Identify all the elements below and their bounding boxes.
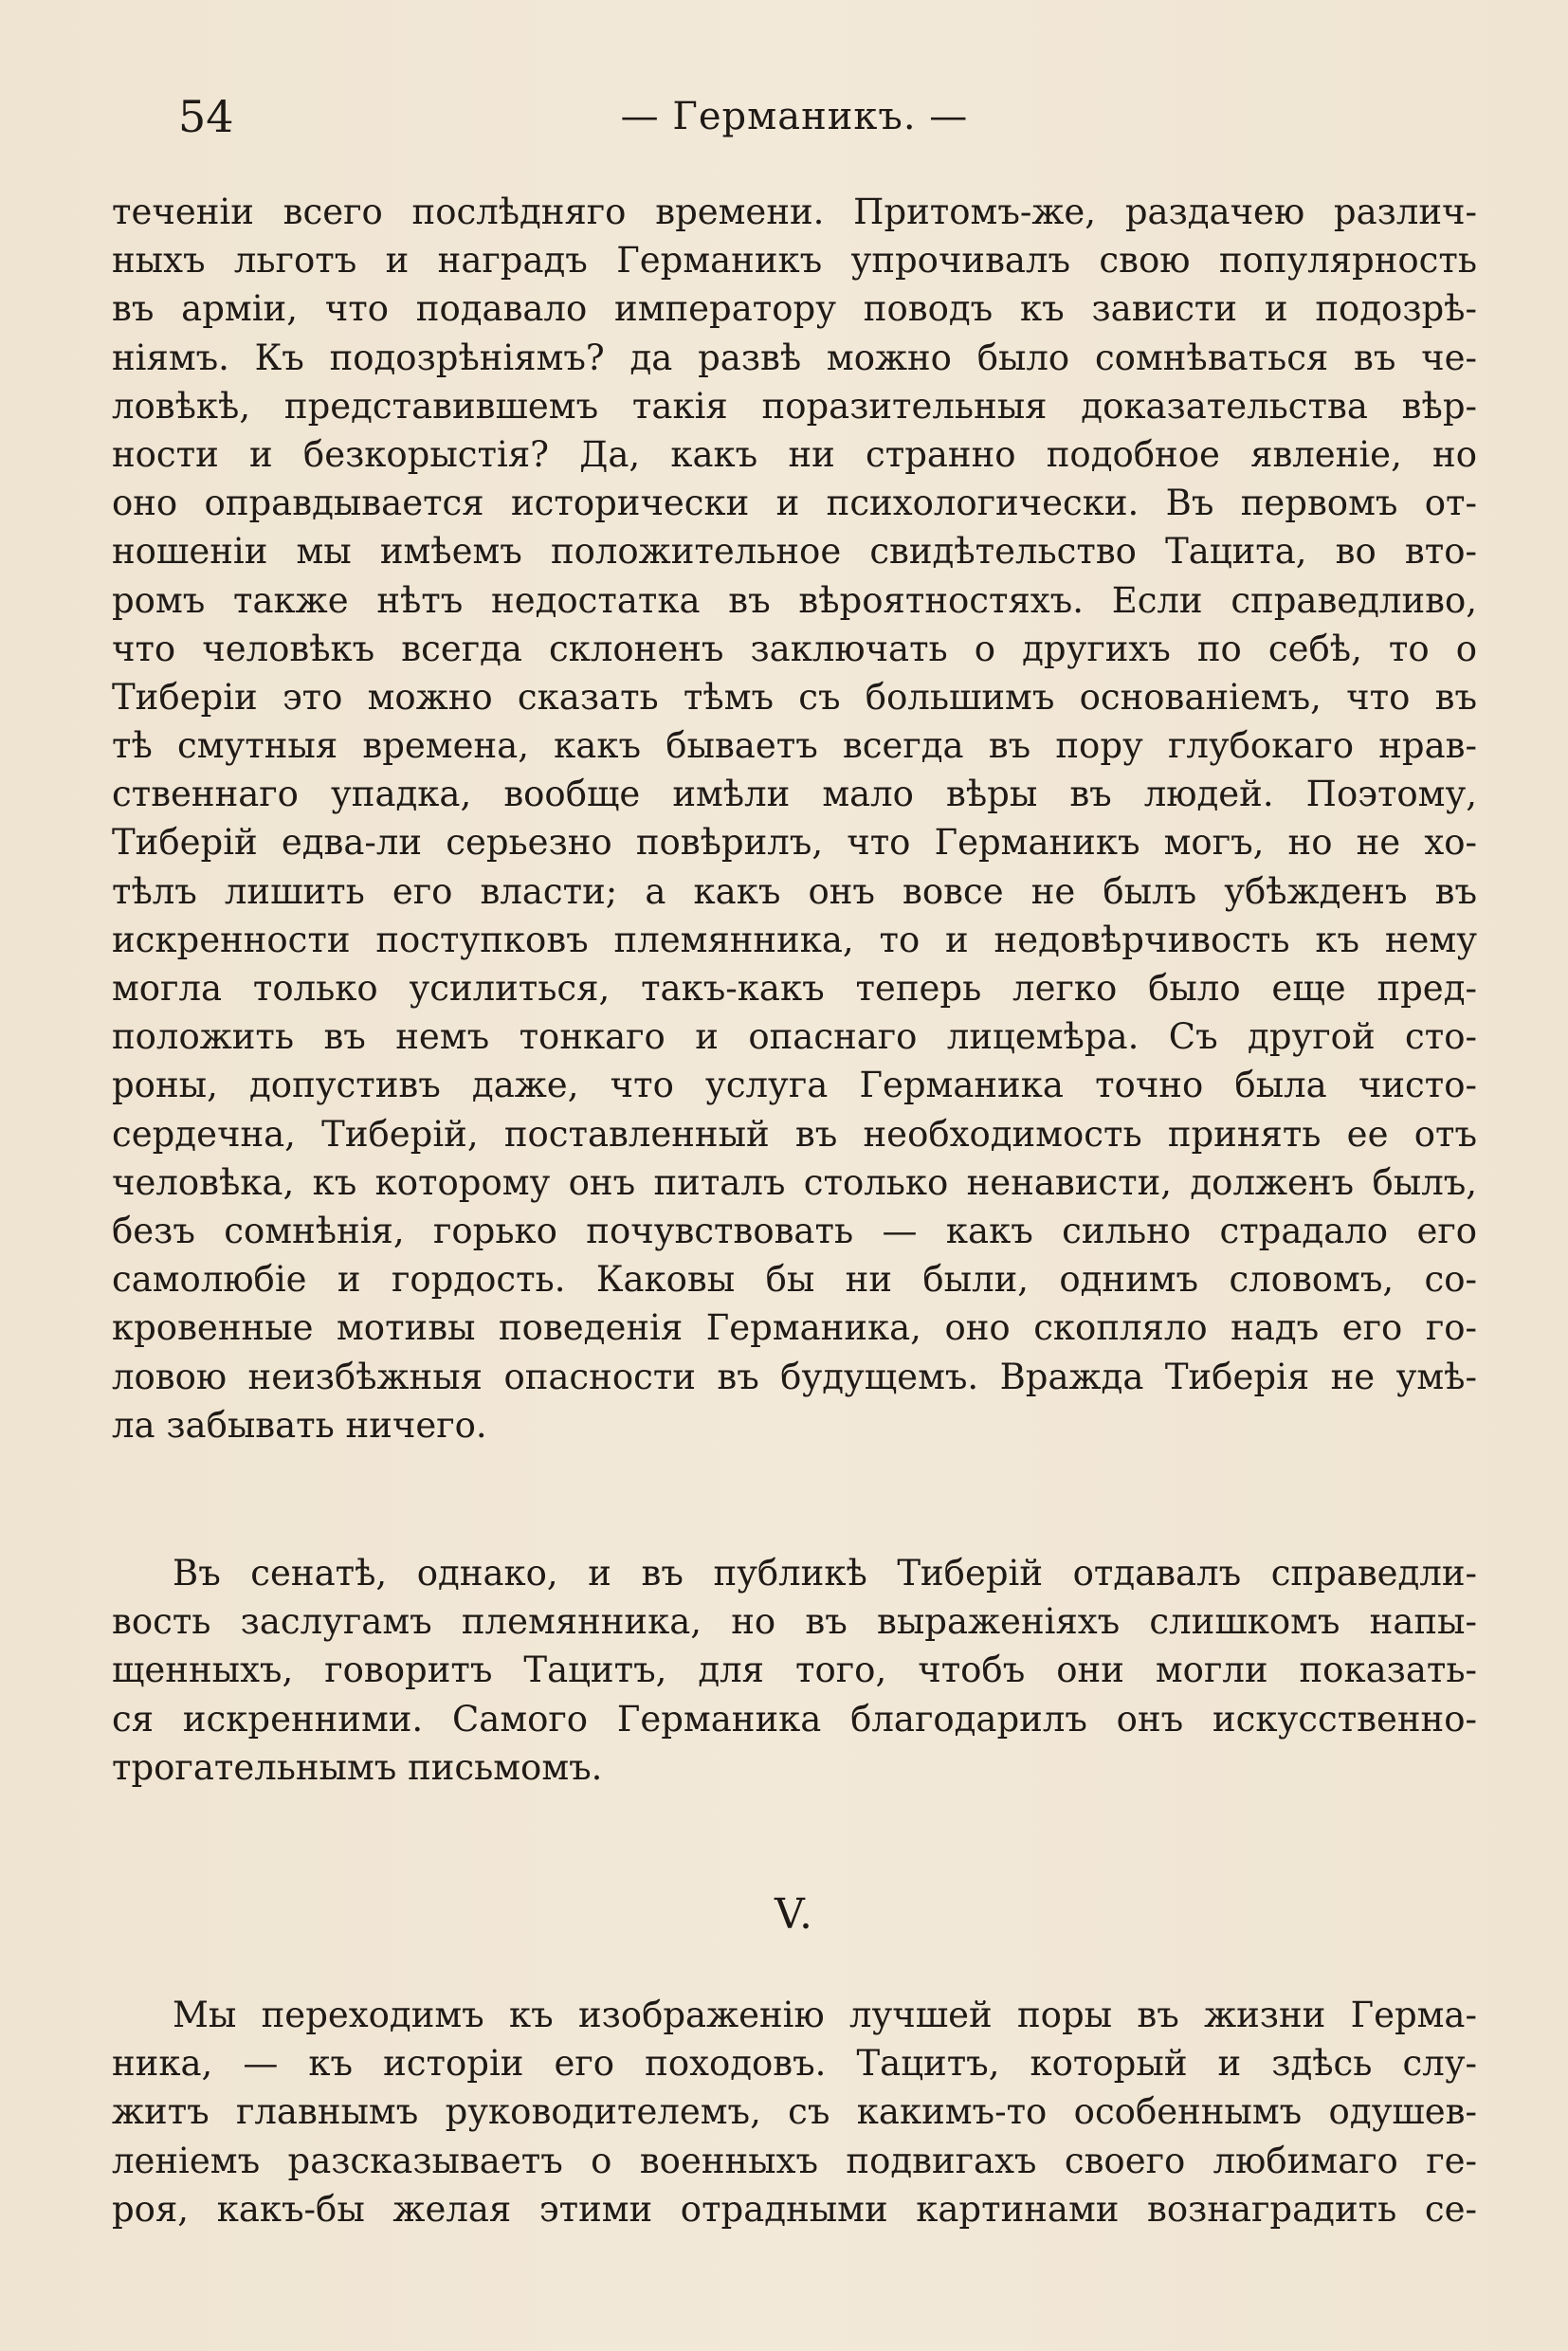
text-line: трогательнымъ письмомъ. xyxy=(112,1746,603,1788)
text-line: ромъ также нѣтъ недостатка въ вѣроятностяхъ. Если справедливо, xyxy=(112,579,1477,621)
text-line: тѣлъ лишить его власти; а какъ онъ вовсе не былъ убѣжденъ въ xyxy=(112,870,1477,912)
text-line: ношеніи мы имѣемъ положительное свидѣтельство Тацита, во вто- xyxy=(112,531,1477,573)
text-line: Въ сенатѣ, однако, и въ публикѣ Тиберій отдавалъ справедли- xyxy=(173,1553,1477,1594)
page-number: 54 xyxy=(178,91,234,142)
text-line: роны, допустивъ даже, что услуга Германика точно была чисто- xyxy=(112,1065,1477,1106)
text-line: ся искренними. Самого Германика благодарилъ онъ искусственно- xyxy=(112,1698,1477,1740)
text-line: ла забывать ничего. xyxy=(112,1404,487,1446)
text-line: Тиберіи это можно сказать тѣмъ съ большимъ основаніемъ, что въ xyxy=(112,676,1477,718)
text-line: самолюбіе и гордость. Каковы бы ни были, однимъ словомъ, со- xyxy=(112,1259,1477,1301)
text-line: ныхъ льготъ и наградъ Германикъ упрочивалъ свою популярность xyxy=(112,240,1477,282)
text-line: Мы переходимъ къ изображенію лучшей поры въ жизни Герма- xyxy=(173,1995,1477,2035)
text-line: ловою неизбѣжныя опасности въ будущемъ. Вражда Тиберія не умѣ- xyxy=(112,1356,1477,1397)
text-line: сердечна, Тиберій, поставленный въ необходимость принять ее отъ xyxy=(112,1113,1477,1155)
paragraph-2 xyxy=(112,1549,1477,1792)
text-line: леніемъ разсказываетъ о военныхъ подвигахъ своего любимаго ге- xyxy=(112,2140,1477,2181)
text-line: ственнаго упадка, вообще имѣли мало вѣры въ людей. Поэтому, xyxy=(112,774,1477,815)
page-header xyxy=(112,83,1477,150)
text-line: что человѣкъ всегда склоненъ заключать о другихъ по себѣ, то о xyxy=(112,628,1477,669)
text-line: тѣ смутныя времена, какъ бываетъ всегда въ пору глубокаго нрав- xyxy=(112,725,1477,767)
text-line: безъ сомнѣнія, горько почувствовать — какъ сильно страдало его xyxy=(112,1210,1477,1251)
text-line: теченіи всего послѣдняго времени. Притомъ-же, раздачею различ- xyxy=(112,191,1477,232)
text-line: ника, — къ исторіи его походовъ. Тацитъ, который и здѣсь слу- xyxy=(112,2043,1477,2085)
section-heading: V. xyxy=(774,1890,815,1939)
running-title: — Германикъ. — xyxy=(620,95,969,138)
text-line: искренности поступковъ племянника, то и недовѣрчивость къ нему xyxy=(112,919,1477,960)
text-line: ности и безкорыстія? Да, какъ ни странно подобное явленіе, но xyxy=(112,433,1477,475)
text-line: житъ главнымъ руководителемъ, съ какимъ-то особеннымъ одушев- xyxy=(112,2091,1477,2133)
text-line: ніямъ. Къ подозрѣніямъ? да развѣ можно было сомнѣваться въ че- xyxy=(112,337,1477,378)
text-line: оно оправдывается исторически и психологически. Въ первомъ от- xyxy=(112,483,1477,524)
paragraph-3 xyxy=(112,1991,1477,2233)
text-line: щенныхъ, говоритъ Тацитъ, для того, чтобъ они могли показать- xyxy=(112,1649,1477,1691)
text-line: человѣка, къ которому онъ питалъ столько ненависти, долженъ былъ, xyxy=(112,1161,1477,1203)
text-line: вость заслугамъ племянника, но въ выраженіяхъ слишкомъ напы- xyxy=(112,1601,1477,1643)
paragraph-1 xyxy=(112,188,1477,1449)
text-line: могла только усилиться, такъ-какъ теперь легко было еще пред- xyxy=(112,968,1477,1009)
text-line: роя, какъ-бы желая этими отрадными картинами вознаградить се- xyxy=(112,2188,1477,2230)
text-line: положить въ немъ тонкаго и опаснаго лицемѣра. Съ другой сто- xyxy=(112,1016,1477,1058)
text-line: ловѣкѣ, представившемъ такія поразительныя доказательства вѣр- xyxy=(112,385,1477,427)
text-line: Тиберій едва-ли серьезно повѣрилъ, что Германикъ могъ, но не хо- xyxy=(112,822,1477,864)
text-line: кровенные мотивы поведенія Германика, оно скопляло надъ его го- xyxy=(112,1307,1477,1349)
text-line: въ арміи, что подавало императору поводъ къ зависти и подозрѣ- xyxy=(112,288,1477,330)
